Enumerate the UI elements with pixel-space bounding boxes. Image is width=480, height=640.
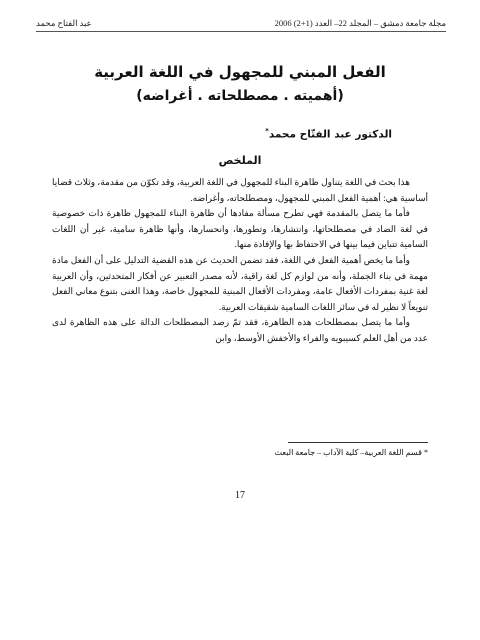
article-title: الفعل المبني للمجهول في اللغة العربية <box>94 63 386 81</box>
footnote-marker: * <box>265 127 269 135</box>
abstract-heading: الملخص <box>218 154 262 167</box>
author-name: الدكتور عبد الفتّاح محمد <box>268 128 392 141</box>
header-divider <box>36 31 446 32</box>
abstract-paragraph: هذا بحث في اللغة يتناول ظاهرة البناء للمجهول في اللغة العربية، وقد تكوّن من مقدمة، وثلاث قضايا أساسية هي: أهمية الفعل المبني للمجهول، ومصطلحاته، وأغراضه. <box>52 177 428 203</box>
article-subtitle: (أهميته . مصطلحاته . أغراضه) <box>136 88 344 104</box>
header-author: عبد الفتاح محمد <box>36 17 92 28</box>
header-journal: مجلة جامعة دمشق – المجلد 22– العدد (1+2) 2006 <box>274 17 446 28</box>
abstract-body <box>52 175 428 347</box>
running-header <box>36 16 446 30</box>
author-line <box>40 127 392 141</box>
abstract-paragraph: وأما ما يتصل بمصطلحات هذه الظاهرة، فقد تمّ رصد المصطلحات الدالة على هذه الظاهرة لدى عدد من أهل العلم كسيبويه والفراء والأخفش الأوسط، وابن <box>52 317 428 343</box>
footnote: * قسم اللغة العربية– كلية الآداب – جامعة البعث <box>274 448 428 457</box>
footnote-divider <box>288 442 428 443</box>
abstract-paragraph: وأما ما يخص أهمية الفعل في اللغة، فقد تضمن الحديث عن هذه القضية التدليل على أن الفعل مادة مهمة في بناء الجملة، وأنه من لوازم كل لغة راقية، لأنه مصدر التعبير عن أفكار المتحدثين، وأن العربية لغة غنية بمفردات الأفعال عامة، ومفردات الأفعال المبنية للمجهول خاصة، وهذا الغنى بتنوع معاني الفعل تنويعاً لا نظير له في سائر اللغات السامية شقيقات العربية. <box>52 254 428 312</box>
abstract-paragraph: فأما ما يتصل بالمقدمة فهي تطرح مسألة مفادها أن ظاهرة البناء للمجهول ظاهرة ذات خصوصية في لغة الضاد في مصطلحاتها، وانتشارها، وتطورها، وانحسارها، وأنها ظاهرة سامية، غير أن اللغات السامية تتباين فيما بينها في الاحتفاظ بها والإفادة منها. <box>52 208 428 250</box>
page-number: 17 <box>235 490 245 501</box>
